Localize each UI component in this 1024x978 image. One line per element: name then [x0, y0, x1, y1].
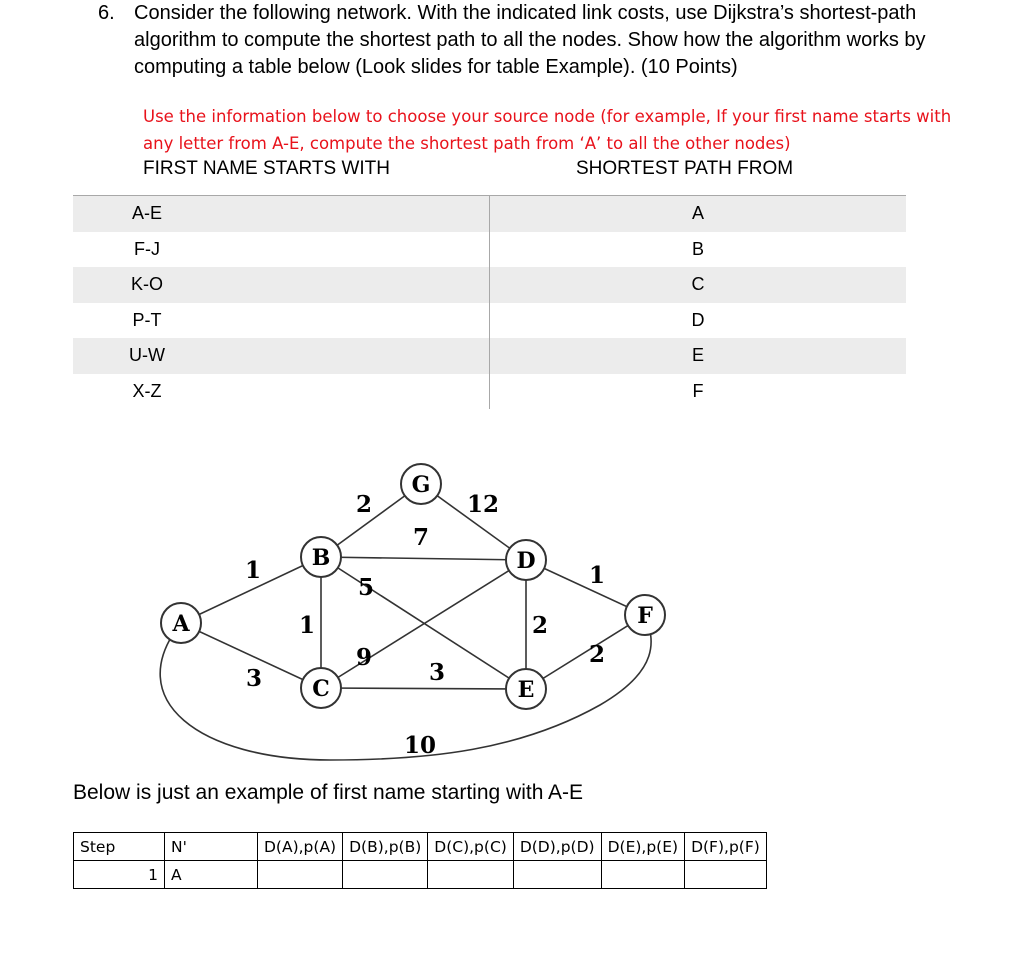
- edge-label-c-e: 3: [428, 659, 446, 686]
- table-row: [73, 374, 906, 410]
- source-node: E: [490, 338, 907, 374]
- source-node: A: [490, 196, 907, 232]
- edge-label-a-c: 3: [245, 665, 263, 692]
- cell-da: [258, 861, 343, 889]
- edge-label-g-d: 12: [466, 491, 500, 518]
- step-number: 1: [74, 861, 165, 889]
- header-de: D(E),p(E): [601, 833, 684, 861]
- edge-label-a-e: 10: [403, 732, 437, 759]
- question-text: Consider the following network. With the indicated link costs, use Dijkstra’s shortest-path algorithm to compute the shortest path to all the nodes. Show how the algorithm works by computing a table below (Look slides for table Example). (10 Points): [134, 2, 926, 78]
- edge-c-e: [321, 688, 526, 689]
- edge-b-d: [321, 557, 526, 560]
- node-label-b: B: [311, 545, 331, 571]
- header-nprime: N': [165, 833, 258, 861]
- name-range: P-T: [132, 309, 162, 330]
- table-row: [73, 267, 906, 303]
- node-label-e: E: [517, 677, 535, 703]
- header-df: D(F),p(F): [685, 833, 767, 861]
- instruction-text: Use the information below to choose your source node (for example, If your first name starts with any letter from A-E, compute the shortest path from ‘A’ to all the other nodes): [143, 107, 952, 153]
- table-header-row: [74, 833, 767, 861]
- name-range: F-J: [134, 238, 160, 259]
- source-node: C: [490, 267, 907, 303]
- network-graph: [150, 455, 680, 765]
- header-dd: D(D),p(D): [513, 833, 601, 861]
- name-range: A-E: [131, 203, 162, 224]
- edge-label-d-e: 2: [531, 612, 549, 639]
- node-label-g: G: [411, 472, 431, 498]
- edge-label-d-f: 1: [588, 562, 606, 589]
- edge-label-b-c: 1: [298, 612, 316, 639]
- edge-label-b-e: 5: [357, 574, 375, 601]
- table-row: [73, 232, 906, 268]
- cell-db: [343, 861, 428, 889]
- header-dc: D(C),p(C): [428, 833, 514, 861]
- edge-label-c-d: 9: [355, 644, 373, 671]
- edge-label-b-g: 2: [355, 491, 373, 518]
- mapping-header-left: FIRST NAME STARTS WITH: [143, 158, 391, 179]
- name-range: X-Z: [132, 380, 162, 401]
- header-step: Step: [74, 833, 165, 861]
- header-da: D(A),p(A): [258, 833, 343, 861]
- node-label-d: D: [516, 548, 536, 574]
- example-caption: Below is just an example of first name starting with A-E: [73, 781, 584, 804]
- table-row: [73, 338, 906, 374]
- source-node: F: [692, 380, 704, 401]
- table-row: [73, 196, 906, 232]
- header-db: D(B),p(B): [343, 833, 428, 861]
- cell-dc: [428, 861, 514, 889]
- question-number: 6.: [98, 2, 115, 24]
- name-range: U-W: [129, 345, 165, 366]
- source-node-table: [73, 195, 906, 409]
- node-label-c: C: [312, 676, 330, 702]
- mapping-header-right: SHORTEST PATH FROM: [576, 158, 794, 179]
- name-range: K-O: [130, 274, 163, 295]
- edge-label-e-f: 2: [588, 641, 606, 668]
- source-node: D: [691, 309, 705, 330]
- table-row: [73, 303, 906, 339]
- cell-df: [685, 861, 767, 889]
- edge-label-a-b: 1: [244, 557, 262, 584]
- node-label-f: F: [637, 603, 653, 629]
- n-prime-set: A: [165, 861, 258, 889]
- cell-de: [601, 861, 684, 889]
- edge-label-b-d: 7: [412, 524, 430, 551]
- table-row: [74, 861, 767, 889]
- source-node: B: [691, 238, 704, 259]
- cell-dd: [513, 861, 601, 889]
- dijkstra-example-table: [73, 832, 767, 889]
- node-label-a: A: [172, 611, 190, 637]
